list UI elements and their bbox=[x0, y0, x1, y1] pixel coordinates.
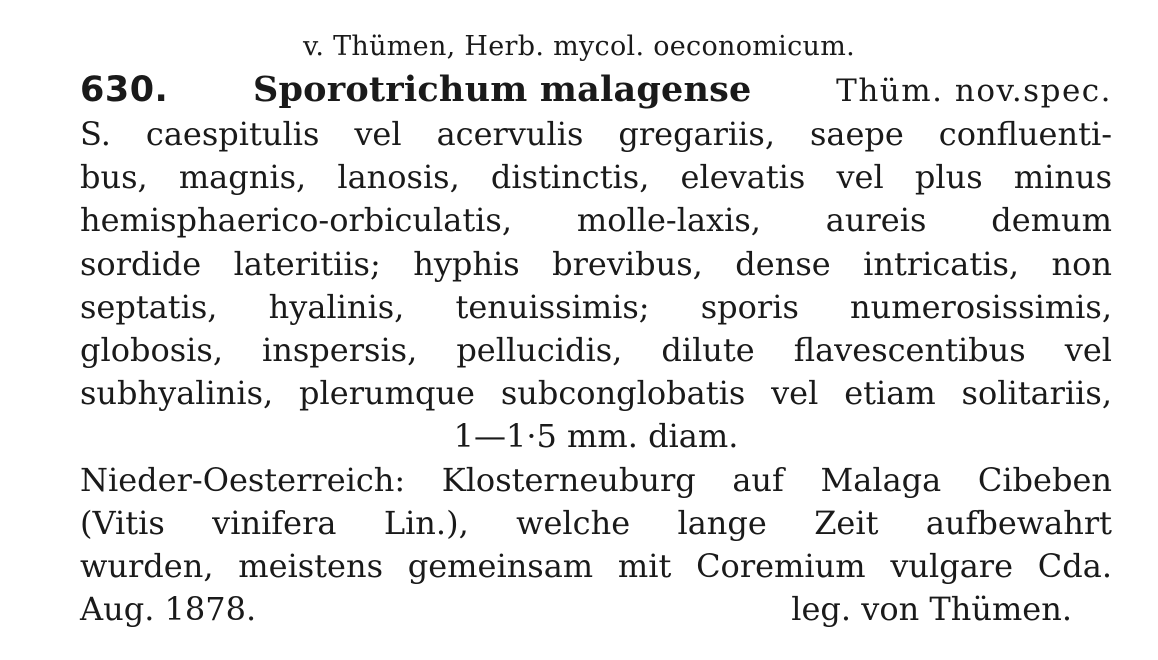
locality-line: Nieder-Oesterreich: Klosterneuburg auf Malaga Cibeben bbox=[80, 460, 1112, 499]
description-line: sordide lateritiis; hyphis brevibus, dense intricatis, non bbox=[80, 244, 1112, 283]
description-line: bus, magnis, lanosis, distinctis, elevatis vel plus minus bbox=[80, 158, 1112, 197]
species-name: Sporotrichum malagense bbox=[253, 69, 752, 110]
collector: leg. von Thümen. bbox=[791, 590, 1072, 629]
description-line: S. caespitulis vel acervulis gregariis, saepe confluenti- bbox=[80, 115, 1112, 153]
locality-line: (Vitis vinifera Lin.), welche lange Zeit aufbewahrt bbox=[80, 503, 1112, 542]
species-title bbox=[80, 69, 1112, 113]
description-line: subhyalinis, plerumque subconglobatis vel etiam solitariis, bbox=[80, 374, 1112, 413]
label-body bbox=[80, 113, 1112, 631]
description-line: septatis, hyalinis, tenuissimis; sporis numerosissimis, bbox=[80, 287, 1112, 326]
series-header: v. Thümen, Herb. mycol. oeconomicum. bbox=[302, 31, 856, 62]
spore-measurement: 1—1·5 mm. diam. bbox=[453, 417, 739, 456]
label-footer bbox=[80, 588, 1112, 631]
species-number: 630. bbox=[80, 70, 169, 110]
collection-date: Aug. 1878. bbox=[80, 590, 257, 629]
species-authority: Thüm. nov.spec. bbox=[836, 73, 1112, 109]
description-line: hemisphaerico-orbiculatis, molle-laxis, aureis demum bbox=[80, 201, 1112, 240]
description-line: globosis, inspersis, pellucidis, dilute flavescentibus vel bbox=[80, 330, 1112, 369]
locality-line: wurden, meistens gemeinsam mit Coremium vulgare Cda. bbox=[80, 546, 1112, 585]
